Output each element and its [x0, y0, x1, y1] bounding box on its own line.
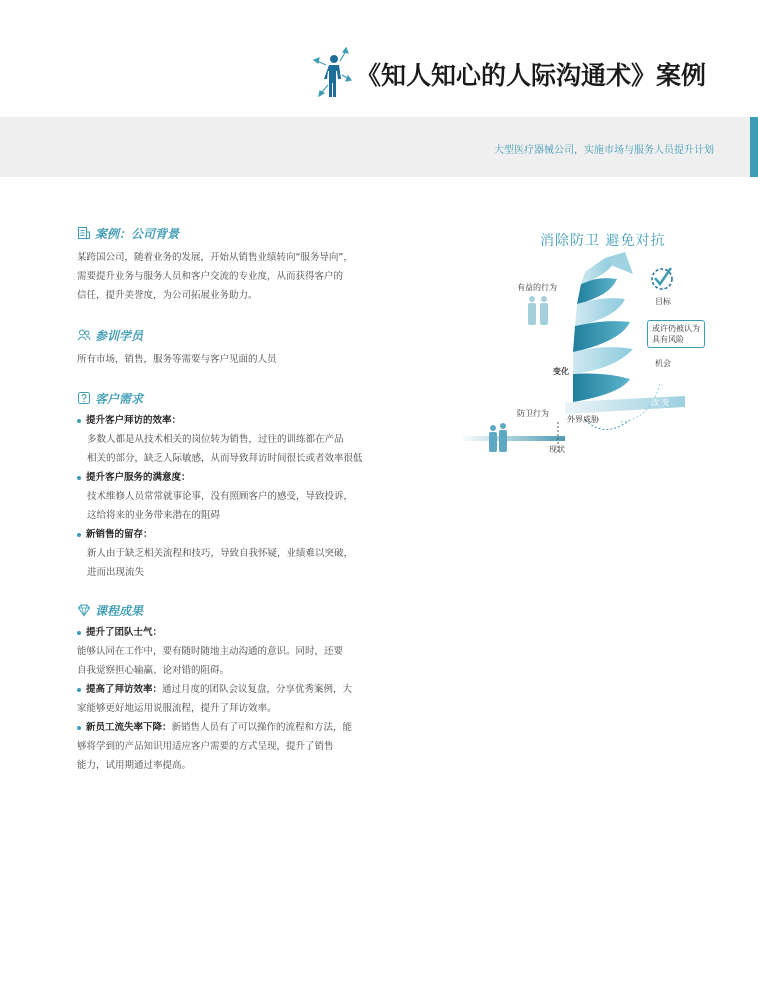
diamond-icon — [77, 603, 91, 617]
spiral-ribbon — [573, 321, 630, 352]
result-item-line: 能够认同在工作中，要有随时随地主动沟通的意识。同时，还要 — [77, 646, 344, 657]
need-item-title: 提升客户拜访的效率： — [77, 411, 377, 430]
participants-text: 所有市场，销售，服务等需要与客户见面的人员 — [77, 354, 277, 365]
bullet-icon — [77, 476, 81, 480]
section-needs-title: 客户需求 — [95, 391, 144, 406]
section-results-head — [77, 601, 377, 619]
bullet-icon — [77, 419, 81, 423]
page-title: 《知人知心的人际沟通术》案例 — [356, 61, 707, 90]
spiral-ribbon — [573, 374, 630, 402]
section-needs-head — [77, 389, 377, 407]
background-line: 信任，提升美誉度，为公司拓展业务助力。 — [77, 290, 258, 301]
need-item-title: 提升客户服务的满意度： — [77, 468, 377, 487]
section-background-title: 案例：公司背景 — [95, 226, 180, 241]
building-doc-icon — [77, 226, 91, 240]
need-item-line: 技术维修人员常常就事论事，没有照顾客户的感受，导致投诉， — [87, 491, 354, 502]
label-signal: 改 变 — [651, 398, 670, 407]
result-item-title: 提高了拜访效率： 通过月度的团队会议复盘，分享优秀案例，大 — [77, 680, 377, 699]
result-item-title: 提升了团队士气： — [77, 623, 377, 642]
label-opportunity: 机会 — [655, 359, 671, 368]
results-list — [77, 623, 377, 775]
spiral-ribbon — [573, 347, 633, 374]
result-item-line: 家能够更好地运用说服流程，提升了拜访效率。 — [77, 703, 277, 714]
page-subtitle: 大型医疗器械公司，实施市场与服务人员提升计划 — [494, 145, 714, 156]
bullet-icon — [77, 631, 81, 635]
header — [312, 44, 706, 104]
diagram-title: 消除防卫 避免对抗 — [540, 233, 666, 249]
label-status-quo: 现状 — [549, 445, 565, 454]
change-diagram — [455, 224, 735, 464]
result-item-title: 新员工流失率下降： 新销售人员有了可以操作的流程和方法，能 — [77, 718, 377, 737]
result-item-line: 自我觉察担心输赢、论对错的阻碍。 — [77, 665, 230, 676]
background-line: 某跨国公司，随着业务的发展，开始从销售业绩转向“服务导向”， — [77, 252, 353, 263]
need-item-line: 这给将来的业务带来潜在的阻碍 — [87, 510, 221, 521]
need-item-line: 相关的部分，缺乏人际敏感，从而导致拜访时间很长或者效率很低 — [87, 453, 363, 464]
bullet-icon — [77, 533, 81, 537]
people-icon — [77, 328, 91, 342]
need-item-line: 进而出现流失 — [87, 567, 145, 578]
section-participants-head — [77, 326, 377, 344]
need-item-line: 多数人都是从技术相关的岗位转为销售，过往的训练都在产品 — [87, 434, 344, 445]
accent-bar — [750, 117, 758, 177]
handshake-people-icon — [528, 296, 548, 325]
needs-list — [77, 411, 377, 582]
background-line: 需要提升业务与服务人员和客户交流的专业度，从而获得客户的 — [77, 271, 344, 282]
bullet-icon — [77, 688, 81, 692]
label-external-threat: 外界威胁 — [567, 415, 599, 424]
label-beneficial: 有益的行为 — [517, 283, 557, 292]
label-defensive: 防卫行为 — [517, 409, 549, 418]
section-results-title: 课程成果 — [95, 603, 144, 618]
need-item-title: 新销售的留存： — [77, 525, 377, 544]
background-text — [77, 248, 377, 305]
content-column — [77, 224, 377, 775]
section-background-head — [77, 224, 377, 242]
question-icon — [77, 391, 91, 405]
subtitle-band — [0, 117, 758, 177]
result-item-line: 能力，试用期通过率提高。 — [77, 760, 192, 771]
label-goal: 目标 — [655, 297, 671, 306]
section-participants-title: 参训学员 — [95, 328, 144, 343]
need-item-line: 新人由于缺乏相关流程和技巧，导致自我怀疑，业绩难以突破， — [87, 548, 354, 559]
status-quo-line — [460, 436, 565, 441]
label-change: 变化 — [553, 367, 569, 376]
bullet-icon — [77, 726, 81, 730]
person-arrows-icon — [312, 45, 352, 103]
result-item-line: 够将学到的产品知识用适应客户需要的方式呈现，提升了销售 — [77, 741, 334, 752]
label-risk: 或许仍被认为 具有风险 — [647, 320, 705, 348]
